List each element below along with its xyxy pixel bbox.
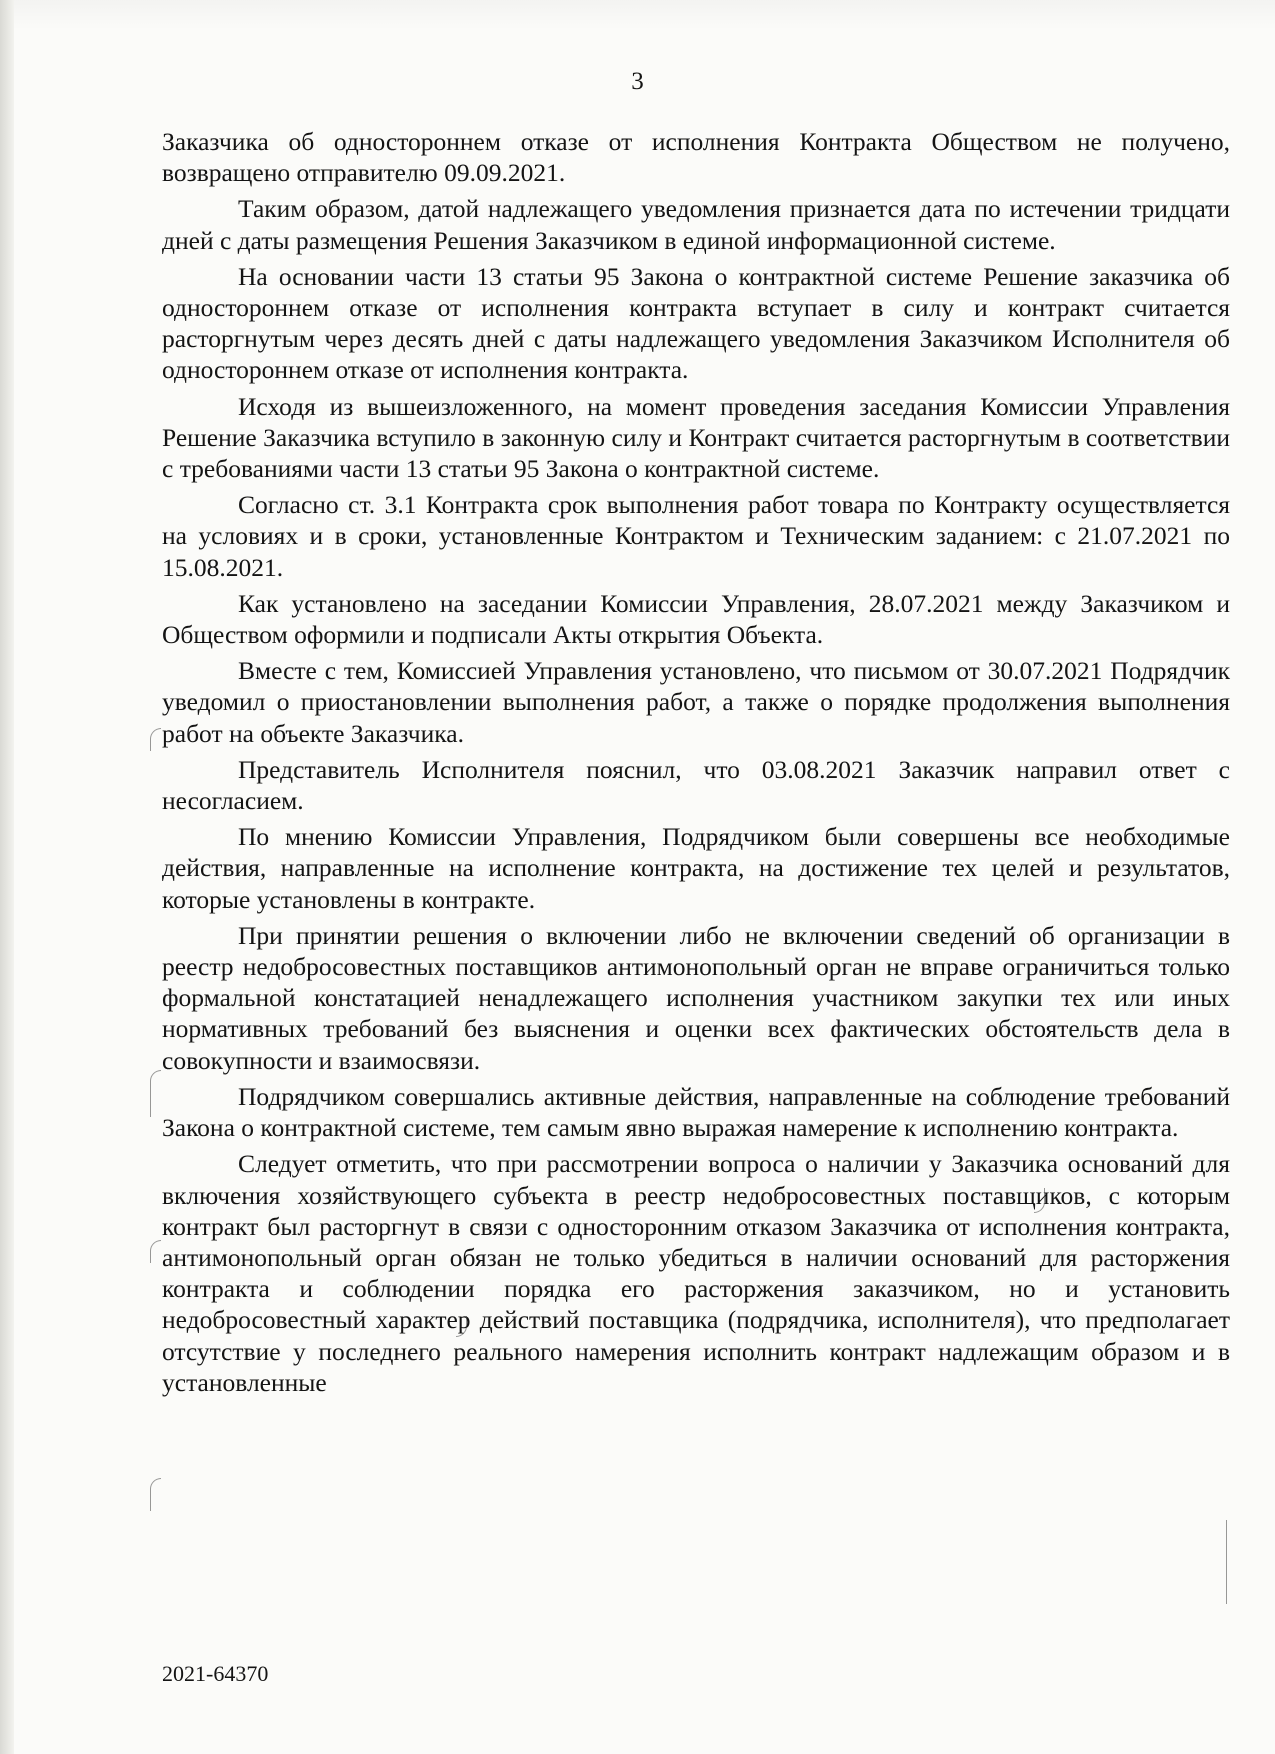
paragraph: Исходя из вышеизложенного, на момент проведения заседания Комиссии Управления Решение Заказчика вступило в законную силу и Контракт считается расторгнутым в соответствии с требованиями части 13 статьи 95 Закона о контрактной системе. — [162, 391, 1230, 484]
paragraph: Согласно ст. 3.1 Контракта срок выполнения работ товара по Контракту осуществляется на условиях и в сроки, установленные Контрактом и Техническим заданием: с 21.07.2021 по 15.08.2021. — [162, 490, 1230, 582]
pencil-margin-line — [1226, 1520, 1227, 1604]
paragraph: Как установлено на заседании Комиссии Управления, 28.07.2021 между Заказчиком и Обществом оформили и подписали Акты открытия Объекта. — [162, 588, 1230, 650]
page-number: 3 — [631, 68, 644, 95]
paragraph: Заказчика об одностороннем отказе от исполнения Контракта Обществом не получено, возвращено отправителю 09.09.2021. — [162, 127, 1230, 188]
paragraph: Подрядчиком совершались активные действия, направленные на соблюдение требований Закона о контрактной системе, тем самым явно выражая намерение к исполнению контракта. — [162, 1081, 1230, 1143]
paragraph: Следует отметить, что при рассмотрении вопроса о наличии у Заказчика оснований для включения хозяйствующего субъекта в реестр недобросовестных поставщиков, с которым контракт был расторгнут в связи с односторонним отказом Заказчика от исполнения контракта, антимонопольный орган обязан не только убедиться в наличии оснований для расторжения контракта и соблюдении порядка его расторжения заказчиком, но и установить недобросовестный характер действий поставщика (подрядчика, исполнителя), что предполагает отсутствие у последнего реального намерения исполнить контракт надлежащим образом и в установленные — [162, 1149, 1230, 1397]
document-id-footer: 2021-64370 — [162, 1661, 269, 1686]
pencil-bracket-mark — [150, 1070, 161, 1117]
pencil-bracket-mark — [150, 728, 161, 751]
paragraph: Вместе с тем, Комиссией Управления установлено, что письмом от 30.07.2021 Подрядчик уведомил о приостановлении выполнения работ, а также о порядке продолжения выполнения работ на объекте Заказчика. — [162, 656, 1230, 748]
paragraph: На основании части 13 статьи 95 Закона о контрактной системе Решение заказчика об одностороннем отказе от исполнения контракта вступает в силу и контракт считается расторгнутым через десять дней с даты надлежащего уведомления Заказчиком Исполнителя об одностороннем отказе от исполнения контракта. — [162, 261, 1230, 385]
pencil-bracket-mark — [150, 1240, 161, 1263]
scan-edge-shadow — [0, 0, 14, 1754]
paragraph: При принятии решения о включении либо не включении сведений об организации в реестр недобросовестных поставщиков антимонопольный орган не вправе ограничиться только формальной констатацией ненадлежащего исполнения участником закупки тех или иных нормативных требований без выяснения и оценки всех фактических обстоятельств дела в совокупности и взаимосвязи. — [162, 920, 1230, 1075]
document-body — [162, 126, 1230, 1398]
paragraph: По мнению Комиссии Управления, Подрядчиком были совершены все необходимые действия, направленные на исполнение контракта, на достижение тех целей и результатов, которые установлены в контракте. — [162, 822, 1230, 914]
paragraph: Представитель Исполнителя пояснил, что 03.08.2021 Заказчик направил ответ с несогласием. — [162, 754, 1230, 816]
paragraph: Таким образом, датой надлежащего уведомления признается дата по истечении тридцати дней с даты размещения Решения Заказчиком в единой информационной системе. — [162, 194, 1230, 255]
pencil-bracket-mark — [150, 1478, 161, 1511]
